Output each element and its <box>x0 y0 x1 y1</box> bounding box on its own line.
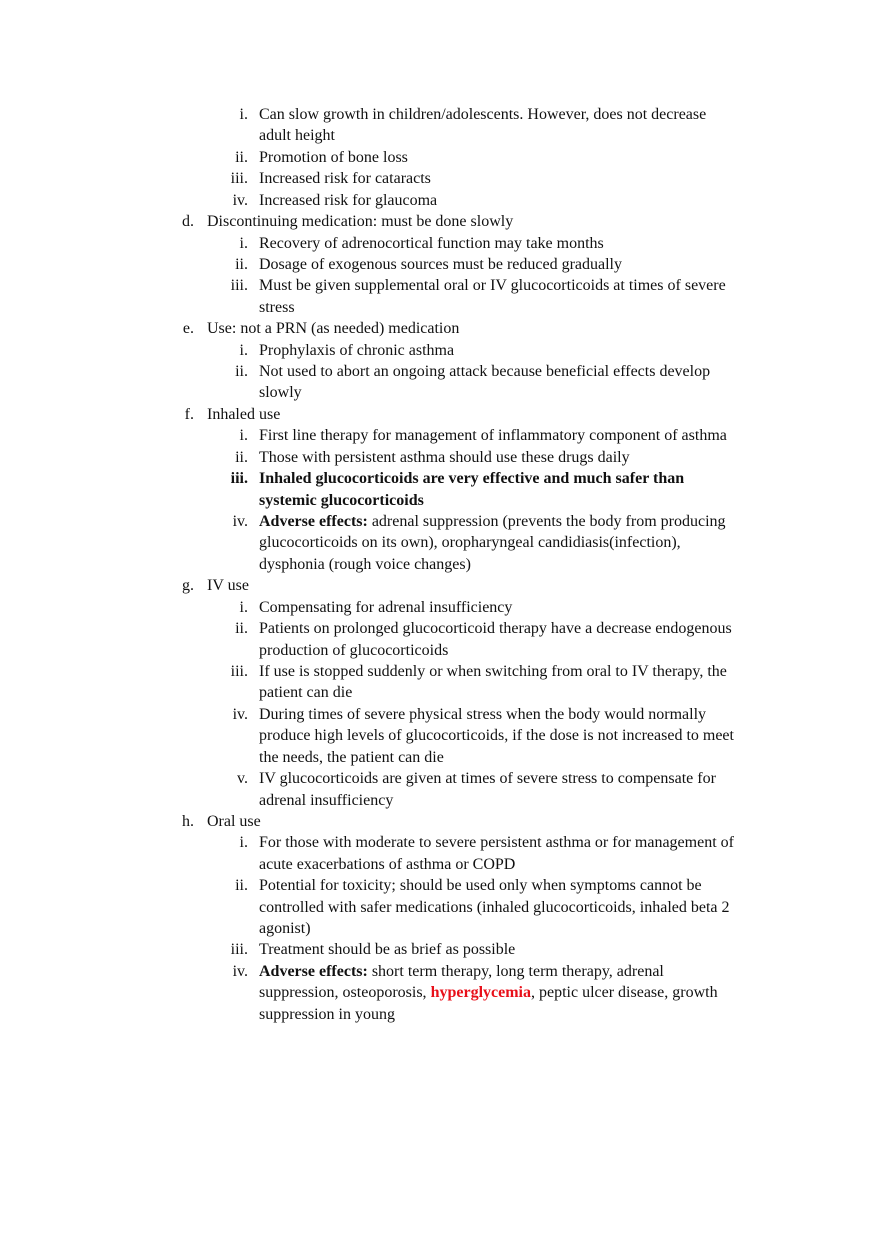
list-marker: i. <box>239 598 248 616</box>
list-item-text <box>259 618 732 639</box>
list-marker: iii. <box>230 662 248 680</box>
text-line <box>0 961 880 982</box>
list-item-text <box>259 190 437 211</box>
text-span: stress <box>259 298 295 316</box>
text-span: adult height <box>259 127 335 145</box>
text-line <box>0 468 880 489</box>
list-marker: iii. <box>230 470 248 488</box>
adverse-effects-label: Adverse effects: <box>259 513 368 531</box>
text-line <box>0 490 880 511</box>
text-line <box>0 704 880 725</box>
list-item-text <box>259 918 311 939</box>
list-marker: i. <box>239 834 248 852</box>
text-line <box>0 233 880 254</box>
list-marker: ii. <box>235 448 248 466</box>
text-line <box>0 618 880 639</box>
list-item-text <box>259 661 727 682</box>
list-item-text <box>259 725 734 746</box>
list-item-text <box>259 340 454 361</box>
list-item-text <box>259 447 630 468</box>
list-marker: iv. <box>232 962 248 980</box>
adverse-effects-label: Adverse effects: <box>259 962 368 980</box>
list-marker: i. <box>239 341 248 359</box>
list-item-text <box>259 640 448 661</box>
text-line <box>0 875 880 896</box>
text-span: slowly <box>259 384 302 402</box>
list-marker: g. <box>182 577 194 595</box>
list-marker: f. <box>184 405 194 423</box>
list-item-text <box>259 704 706 725</box>
text-span: Compensating for adrenal insufficiency <box>259 598 513 616</box>
list-item-text <box>259 125 335 146</box>
list-marker: i. <box>239 234 248 252</box>
section-heading-h: Oral use <box>207 812 261 830</box>
text-line <box>0 854 880 875</box>
text-span: During times of severe physical stress when the body would normally <box>259 705 707 723</box>
text-line <box>0 682 880 703</box>
text-span: adrenal insufficiency <box>259 791 394 809</box>
list-item-text <box>259 168 431 189</box>
text-span: IV glucocorticoids are given at times of severe stress to compensate for <box>259 770 716 788</box>
section-heading-d: Discontinuing medication: must be done slowly <box>207 213 514 231</box>
text-span: dysphonia (rough voice changes) <box>259 555 471 573</box>
text-line <box>0 918 880 939</box>
list-item-text <box>259 147 408 168</box>
list-item-text <box>259 468 684 489</box>
list-item-text <box>259 490 424 511</box>
list-item-text <box>259 875 702 896</box>
text-line <box>0 790 880 811</box>
text-line <box>0 104 880 125</box>
text-line <box>0 575 880 596</box>
list-item-text <box>259 254 622 275</box>
list-item-text <box>259 832 734 853</box>
text-line <box>0 297 880 318</box>
text-span: agonist) <box>259 920 311 938</box>
text-span: controlled with safer medications (inhaled glucocorticoids, inhaled beta 2 <box>259 898 730 916</box>
text-span: Recovery of adrenocortical function may take months <box>259 234 604 252</box>
text-line <box>0 832 880 853</box>
text-span: Increased risk for glaucoma <box>259 191 438 209</box>
list-marker: iii. <box>230 277 248 295</box>
list-item-text <box>259 554 471 575</box>
text-line <box>0 811 880 832</box>
text-line <box>0 318 880 339</box>
text-line <box>0 511 880 532</box>
list-marker: d. <box>182 213 194 231</box>
text-line <box>0 897 880 918</box>
text-span: Patients on prolonged glucocorticoid therapy have a decrease endogenous <box>259 620 732 638</box>
text-line <box>0 768 880 789</box>
section-heading-e: Use: not a PRN (as needed) medication <box>207 320 460 338</box>
text-line <box>0 640 880 661</box>
text-line <box>0 190 880 211</box>
text-line <box>0 661 880 682</box>
text-span: produce high levels of glucocorticoids, if the dose is not increased to meet <box>259 727 734 745</box>
text-line <box>0 147 880 168</box>
list-marker: iii. <box>230 170 248 188</box>
list-marker: ii. <box>235 148 248 166</box>
text-span: Can slow growth in children/adolescents. However, does not decrease <box>259 106 707 123</box>
text-span: Treatment should be as brief as possible <box>259 941 516 959</box>
list-item-text <box>259 297 295 318</box>
text-span: If use is stopped suddenly or when switching from oral to IV therapy, the <box>259 662 727 680</box>
text-span: short term therapy, long term therapy, adrenal <box>367 962 664 980</box>
text-span: suppression, osteoporosis, <box>259 984 431 1002</box>
list-item-text <box>259 597 512 618</box>
list-item-text <box>259 532 681 553</box>
text-span: acute exacerbations of asthma or COPD <box>259 855 516 873</box>
list-marker: h. <box>182 812 194 830</box>
text-line <box>0 275 880 296</box>
list-marker: v. <box>237 770 248 788</box>
list-item-text <box>259 939 515 960</box>
text-line <box>0 747 880 768</box>
list-item-text <box>259 982 718 1003</box>
text-line <box>0 211 880 232</box>
text-line <box>0 168 880 189</box>
text-line <box>0 425 880 446</box>
list-marker: ii. <box>235 255 248 273</box>
text-span: First line therapy for management of inflammatory component of asthma <box>259 427 727 445</box>
list-marker: iv. <box>232 513 248 531</box>
text-span: , peptic ulcer disease, growth <box>530 984 718 1002</box>
list-marker: iv. <box>232 191 248 209</box>
text-span: Must be given supplemental oral or IV glucocorticoids at times of severe <box>259 277 726 295</box>
text-line <box>0 532 880 553</box>
text-span: Prophylaxis of chronic asthma <box>259 341 455 359</box>
list-marker: i. <box>239 427 248 445</box>
text-span: production of glucocorticoids <box>259 641 449 659</box>
list-marker: ii. <box>235 877 248 895</box>
text-line <box>0 939 880 960</box>
text-line <box>0 404 880 425</box>
text-span: Increased risk for cataracts <box>259 170 431 188</box>
text-line <box>0 382 880 403</box>
text-line <box>0 982 880 1003</box>
list-marker: i. <box>239 106 248 123</box>
list-marker: ii. <box>235 620 248 638</box>
text-line <box>0 254 880 275</box>
list-item-text <box>259 790 393 811</box>
text-line <box>0 340 880 361</box>
list-item-text <box>259 768 716 789</box>
list-marker: ii. <box>235 363 248 381</box>
list-item-text <box>259 511 726 532</box>
list-item-text <box>259 275 726 296</box>
section-heading-f: Inhaled use <box>207 405 281 423</box>
text-span: Those with persistent asthma should use these drugs daily <box>259 448 630 466</box>
document-page <box>0 104 880 1025</box>
text-span: Dosage of exogenous sources must be reduced gradually <box>259 255 622 273</box>
list-marker: e. <box>182 320 194 338</box>
list-item-text <box>259 747 444 768</box>
text-span: Potential for toxicity; should be used only when symptoms cannot be <box>259 877 702 895</box>
list-item-text <box>259 382 302 403</box>
highlighted-term: hyperglycemia <box>430 984 531 1002</box>
list-item-text: suppression in young <box>259 1005 395 1023</box>
text-line <box>0 725 880 746</box>
text-line <box>0 1004 880 1025</box>
list-item-text <box>259 854 515 875</box>
text-line <box>0 447 880 468</box>
list-item-text <box>259 233 604 254</box>
section-heading-g: IV use <box>207 577 249 595</box>
list-item-text <box>259 361 710 382</box>
text-line <box>0 554 880 575</box>
text-line <box>0 361 880 382</box>
text-span: Promotion of bone loss <box>259 148 408 166</box>
list-marker: iv. <box>232 705 248 723</box>
list-item-text <box>259 104 706 125</box>
list-item-text <box>259 897 730 918</box>
text-line <box>0 597 880 618</box>
text-span: systemic glucocorticoids <box>259 491 424 509</box>
text-line <box>0 125 880 146</box>
text-span: patient can die <box>259 684 353 702</box>
text-span: Not used to abort an ongoing attack because beneficial effects develop <box>259 363 711 381</box>
list-item-text <box>259 682 352 703</box>
text-span: adrenal suppression (prevents the body from producing <box>367 513 726 531</box>
list-marker: iii. <box>230 941 248 959</box>
text-span: Inhaled glucocorticoids are very effective and much safer than <box>259 470 685 488</box>
text-span: the needs, the patient can die <box>259 748 444 766</box>
text-span: glucocorticoids on its own), oropharyngeal candidiasis(infection), <box>259 534 681 552</box>
list-item-text <box>259 425 727 446</box>
list-item-text <box>259 961 664 982</box>
text-span: For those with moderate to severe persistent asthma or for management of <box>259 834 734 852</box>
